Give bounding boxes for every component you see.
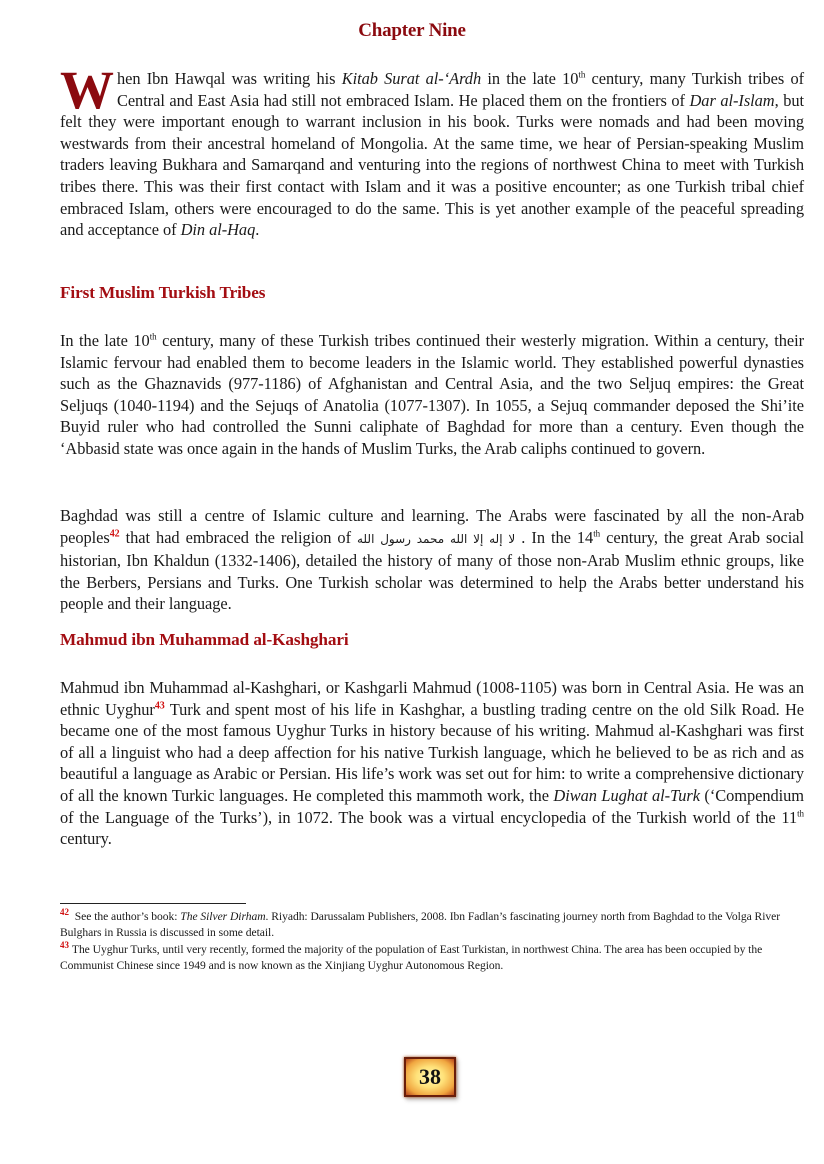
text-run: century, many Turkish tribes of Central and East Asia had still not embraced Islam. He placed them on the frontiers of bbox=[116, 69, 804, 110]
footnote-text: The Uyghur Turks, until very recently, formed the majority of the population of East Turkistan, in northwest China. The area has been occupied by the Communist Chinese since 1949 and is now known as the Xinjiang Uyghur Autonomous Region. bbox=[60, 942, 763, 973]
term-italic: Dar al-Islam bbox=[689, 90, 775, 110]
text-run: . In the 14 bbox=[515, 527, 594, 547]
book-title-italic: Kitab Surat al-‘Ardh bbox=[341, 69, 482, 88]
book-title-italic: The Silver Dirham bbox=[180, 910, 266, 923]
footnote-text: . Riyadh: Darussalam Publishers, 2008. Ibn Fadlan’s fascinating journey north from Baghdad to the Volga River Bulghars in Russia is discussed in some detail. bbox=[60, 910, 781, 940]
term-italic: Din al-Haq bbox=[180, 220, 256, 240]
section2-paragraph-1 bbox=[60, 677, 804, 850]
text-run: Baghdad was still a centre of Islamic culture and learning. The Arabs were fascinated by all the non-Arab peoples bbox=[60, 506, 804, 547]
section-heading-mahmud-al-kashghari: Mahmud ibn Muhammad al-Kashghari bbox=[60, 630, 349, 649]
text-run: In the late 10 bbox=[60, 331, 150, 350]
section1-paragraph-1 bbox=[60, 330, 804, 460]
intro-paragraph bbox=[60, 60, 805, 241]
text-run: . bbox=[255, 220, 260, 240]
arabic-shahada: لا إله إلا الله محمد رسول الله bbox=[357, 531, 516, 546]
text-run: (‘Compendium of the Language of the Turks’), in 1072. The book was a virtual encyclopedia of the Turkish world of the 11 bbox=[60, 785, 804, 827]
drop-cap: W bbox=[60, 60, 114, 120]
page-number-badge bbox=[404, 1057, 456, 1097]
ordinal-sup: th bbox=[578, 69, 586, 80]
text-run: century, the great Arab social historian, Ibn Khaldun (1332-1406), detailed the history of many of those non-Arab Muslim ethnic groups, like the Berbers, Persians and Turks. One Turkish scholar was determined to help the Arabs better understand his people and their language. bbox=[60, 527, 804, 614]
page-number: 38 bbox=[419, 1064, 441, 1089]
text-run: that had embraced the religion of bbox=[119, 527, 357, 547]
footnotes bbox=[60, 909, 804, 975]
footnote-text: See the author’s book: bbox=[71, 910, 181, 923]
text-run: century, many of these Turkish tribes continued their westerly migration. Within a century, their Islamic fervour had enabled them to become leaders in the Islamic world. They established powerful dynasties such as the Ghaznavids (977-1186) of Afghanistan and Central Asia, and the two Seljuq empires: the Great Seljuqs (1040-1194) and the Sejuqs of Anatolia (1077-1307). In 1055, a Sejuq commander deposed the Shi’ite Buyid ruler who had controlled the Sunni caliphate of Baghdad for more than a century. Even though the ‘Abbasid state was once again in the hands of Muslim Turks, the Arab caliphs continued to govern. bbox=[60, 331, 804, 458]
footnote-number: 43 bbox=[60, 939, 69, 950]
footnote-number: 42 bbox=[60, 907, 69, 918]
text-run: , but felt they were important enough to warrant inclusion in his book. Turks were nomads and had been moving westwards from their ancestral homeland of Mongolia. At the same time, we hear of Persian-speaking Muslim traders leaving Bukhara and Samarqand and venturing into the regions of northwest China to meet with Turkish tribes there. This was their first contact with Islam and it was a positive encounter; as one Turkish tribal chief embraced Islam, others were encouraged to do the same. This is yet another example of the peaceful spreading and acceptance of bbox=[60, 90, 805, 240]
text-run: Turk and spent most of his life in Kashghar, a bustling trading centre on the old Silk Road. He became one of the most famous Uyghur Turks in history because of his writing. Mahmud al-Kashghari was first of all a linguist who had a deep affection for his native Turkish language, which he believed to be as rich and as beautiful a language as Arabic or Persian. His life’s work was set out for him: to write a comprehensive dictionary of all the known Turkic languages. He completed this mammoth work, the bbox=[60, 699, 805, 805]
ordinal-sup: th bbox=[593, 528, 601, 539]
text-run: in the late 10 bbox=[481, 69, 579, 88]
section-heading-first-muslim-turkish-tribes: First Muslim Turkish Tribes bbox=[60, 283, 266, 302]
footnote-divider bbox=[60, 903, 246, 904]
text-run: Mahmud ibn Muhammad al-Kashghari, or Kashgarli Mahmud (1008-1105) was born in Central Asia. He was an ethnic Uyghur bbox=[60, 678, 804, 719]
footnote-42 bbox=[60, 909, 804, 942]
footnote-ref-42[interactable]: 42 bbox=[109, 528, 120, 540]
ordinal-sup: th bbox=[149, 331, 157, 342]
text-run: century. bbox=[60, 829, 112, 849]
section1-paragraph-2 bbox=[60, 505, 804, 615]
footnote-ref-43[interactable]: 43 bbox=[154, 700, 165, 712]
ordinal-sup: th bbox=[797, 808, 804, 819]
text-run: hen Ibn Hawqal was writing his bbox=[116, 69, 342, 88]
book-title-italic: Diwan Lughat al-Turk bbox=[553, 785, 700, 805]
chapter-title: Chapter Nine bbox=[358, 20, 466, 41]
footnote-43 bbox=[60, 939, 804, 975]
